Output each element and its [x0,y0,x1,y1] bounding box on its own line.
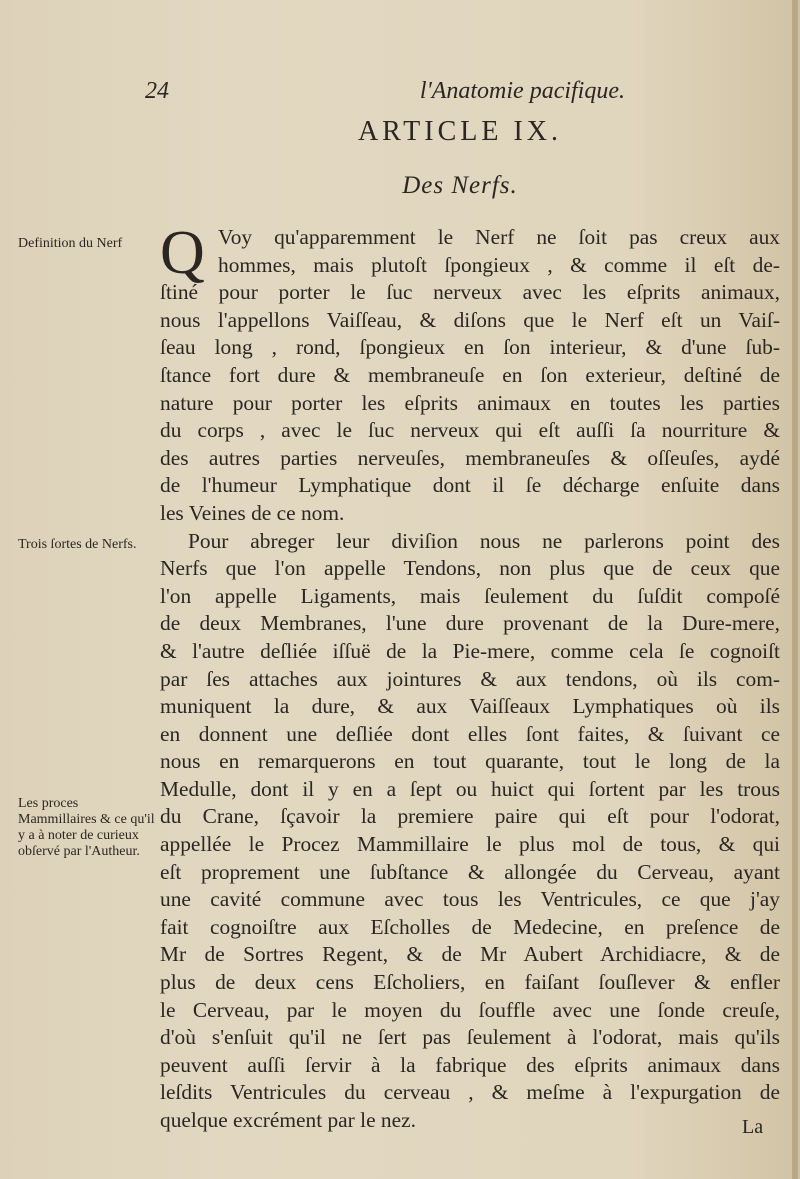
text-line: du corps , avec le ſuc nerveux qui eſt auſſi ſa nourriture & [160,418,780,443]
text-line: Mr de Sortres Regent, & de Mr Aubert Archidiacre, & de [160,942,780,967]
text-line: eſt proprement une ſubſtance & allongée du Cerveau, ayant [160,859,780,884]
text-line: quelque excrément par le nez. [160,1108,416,1132]
text-line: Pour abreger leur diviſion nous ne parlerons point des [188,528,780,553]
text-line: en donnent une deſliée dont elles ſont faites, & ſuivant ce [160,721,780,746]
text-line: Medulle, dont il y en a ſept ou huict qui ſortent par les trous [160,776,780,801]
drop-cap: Q [160,219,205,287]
text-line: nature pour porter les eſprits animaux en toutes les parties [160,390,780,415]
text-line: nous l'appellons Vaiſſeau, & diſons que le Nerf eſt un Vaiſ- [160,307,780,332]
text-line: les Veines de ce nom. [160,500,345,525]
book-title: l'Anatomie pacifique. [419,78,625,104]
text-line: Voy qu'apparemment le Nerf ne ſoit pas creux aux [218,225,780,249]
text-line: ſtiné pour porter le ſuc nerveux avec les eſprits animaux, [160,280,780,305]
text-line: ſtance fort dure & membraneuſe en ſon exterieur, deſtiné de [160,362,780,387]
catchword: La [742,1116,764,1138]
margin-note-definition: Definition du Nerf [18,236,123,251]
text-line: Nerfs que l'on appelle Tendons, non plus que de ceux que [160,556,780,581]
text-line: de l'humeur Lymphatique dont il ſe décharge enſuite dans [160,473,780,498]
text-line: muniquent la dure, & aux Vaiſſeaux Lymphatiques où ils [160,694,780,719]
margin-note-mammillary: Les proces Mammillaires & ce qu'il y a à noter de curieux obſervé par l'Autheur. [18,796,155,859]
text-line: une cavité commune avec tous les Ventricules, ce que j'ay [160,887,780,912]
margin-note-three-kinds: Trois ſortes de Nerfs. [18,537,137,552]
text-line: leſdits Ventricules du cerveau , & meſme à l'expurgation de [160,1080,780,1105]
text-line: de deux Membranes, l'une dure provenant de la Dure-mere, [160,611,780,636]
text-line: nous en remarquerons en tout quarante, tout le long de la [160,749,780,774]
text-line: fait cognoiſtre aux Eſcholles de Medecine, en preſence de [160,914,780,939]
text-line: ſeau long , rond, ſpongieux en ſon interieur, & d'une ſub- [160,335,780,360]
running-head [145,78,625,108]
text-line: le Cerveau, par le moyen du ſouffle avec une ſonde creuſe, [160,997,780,1022]
article-heading: ARTICLE IX. [357,116,563,147]
page-number: 24 [145,78,169,104]
text-line: l'on appelle Ligaments, mais ſeulement du ſuſdit compoſé [160,583,780,608]
text-line: par ſes attaches aux jointures & aux tendons, où ils com- [160,666,780,691]
text-line: plus de deux cens Eſcholiers, en faiſant ſouſlever & enfler [160,970,780,995]
section-subheading: Des Nerfs. [402,172,518,199]
text-line: du Crane, ſçavoir la premiere paire qui eſt pour l'odorat, [160,804,780,829]
text-line: appellée le Procez Mammillaire le plus mol de tous, & qui [160,832,780,857]
text-line: hommes, mais plutoſt ſpongieux , & comme il eſt de- [218,252,780,277]
text-line: peuvent auſſi ſervir à la fabrique des eſprits animaux dans [160,1052,780,1077]
body-text [160,219,780,1135]
text-line: d'où s'enſuit qu'il ne ſert pas ſeulement à l'odorat, mais qu'ils [160,1025,780,1050]
text-line: des autres parties nerveuſes, membraneuſes & oſſeuſes, aydé [160,445,780,470]
opening-paragraph-start [160,219,780,287]
text-line: & l'autre deſliée iſſuë de la Pie-mere, comme cela ſe cognoiſt [160,638,780,663]
